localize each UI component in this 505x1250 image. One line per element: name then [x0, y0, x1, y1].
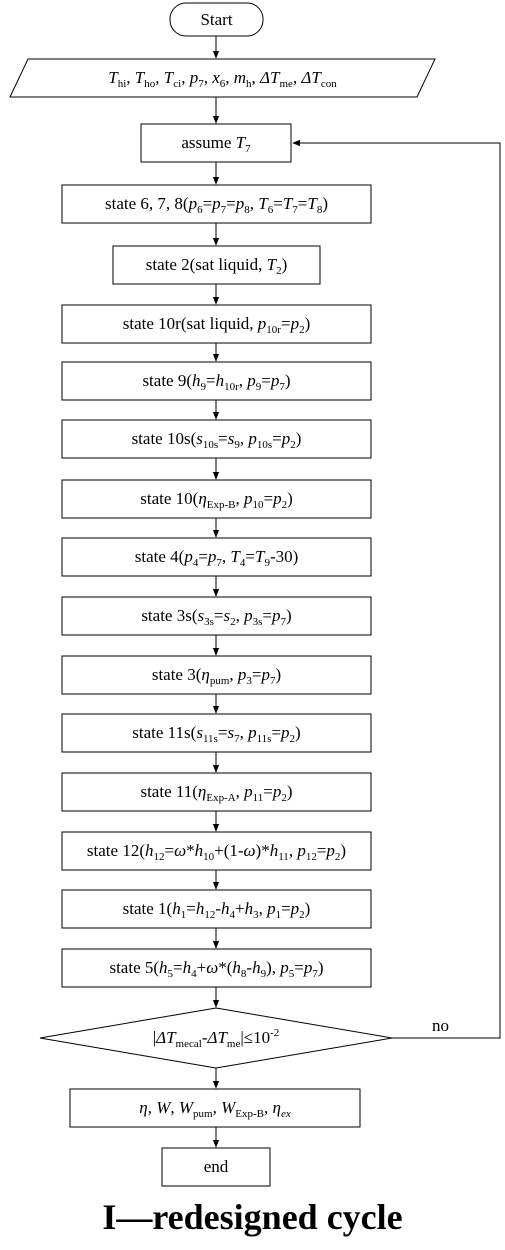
no-edge-label: no [432, 1016, 449, 1035]
state10s-label: state $10s(s_{10s}=s_9$, $p_{10s}=p_2$) [131, 429, 302, 451]
state2-label: state 2(sat liquid, $T_2$) [145, 255, 288, 277]
decision-label: $|\Delta T_{mecal}-\Delta T_{me}|\le 10^{-2}$ [152, 1027, 280, 1050]
inputs-label [10, 59, 435, 97]
figure-caption: I—redesigned cycle [102, 1197, 403, 1237]
state3-label: state $3(\eta_{pum}$, $p_3=p_7$) [151, 665, 282, 687]
state5-label: state $5(h_5=h_4+\omega*(h_8-h_9)$, $p_5=p_7$) [109, 958, 324, 980]
state678-label: state 6, 7, $8(p_6=p_7=p_8$, $T_6=T_7=T_8$) [104, 194, 329, 216]
state11-label: state $11(\eta_{Exp-A}$, $p_{11}=p_2$) [140, 782, 293, 804]
state1-label: state $1(h_1=h_{12}-h_4+h_3$, $p_1=p_2$) [122, 899, 311, 921]
state10r-label: state 10r(sat liquid, $p_{10r}=p_2$) [122, 314, 311, 336]
state3s-label: state $3s(s_{3s}=s_2$, $p_{3s}=p_7$) [141, 606, 292, 628]
state11s-label: state $11s(s_{11s}=s_7$, $p_{11s}=p_2$) [132, 723, 301, 745]
state4-label: state $4(p_4=p_7$, $T_4=T_9-30$) [134, 547, 299, 569]
outputs-label: η, W, $W_{pum}$, $W_{Exp-B}$, $\eta_{ex}$ [139, 1098, 291, 1120]
state9-label: state $9(h_9=h_{10r}$, $p_9=p_7$) [142, 371, 291, 393]
state12-label: state $12(h_{12}=\omega*h_{10}+(1-\omega)*h_{11}$, $p_{12}=p_2$) [86, 841, 347, 863]
start-label: Start [200, 9, 233, 29]
assume-label: assume $T_7$ [181, 133, 251, 155]
state10-label: state $10(\eta_{Exp-B}$, $p_{10}=p_2$) [140, 489, 293, 511]
end-label: end [203, 1157, 229, 1176]
inputs-text: $T_{hi}$, $T_{ho}$, $T_{ci}$, $p_7$, $x_6$, $m_h$, $\Delta T_{me}$, $\Delta T_{con}$ [108, 68, 337, 90]
